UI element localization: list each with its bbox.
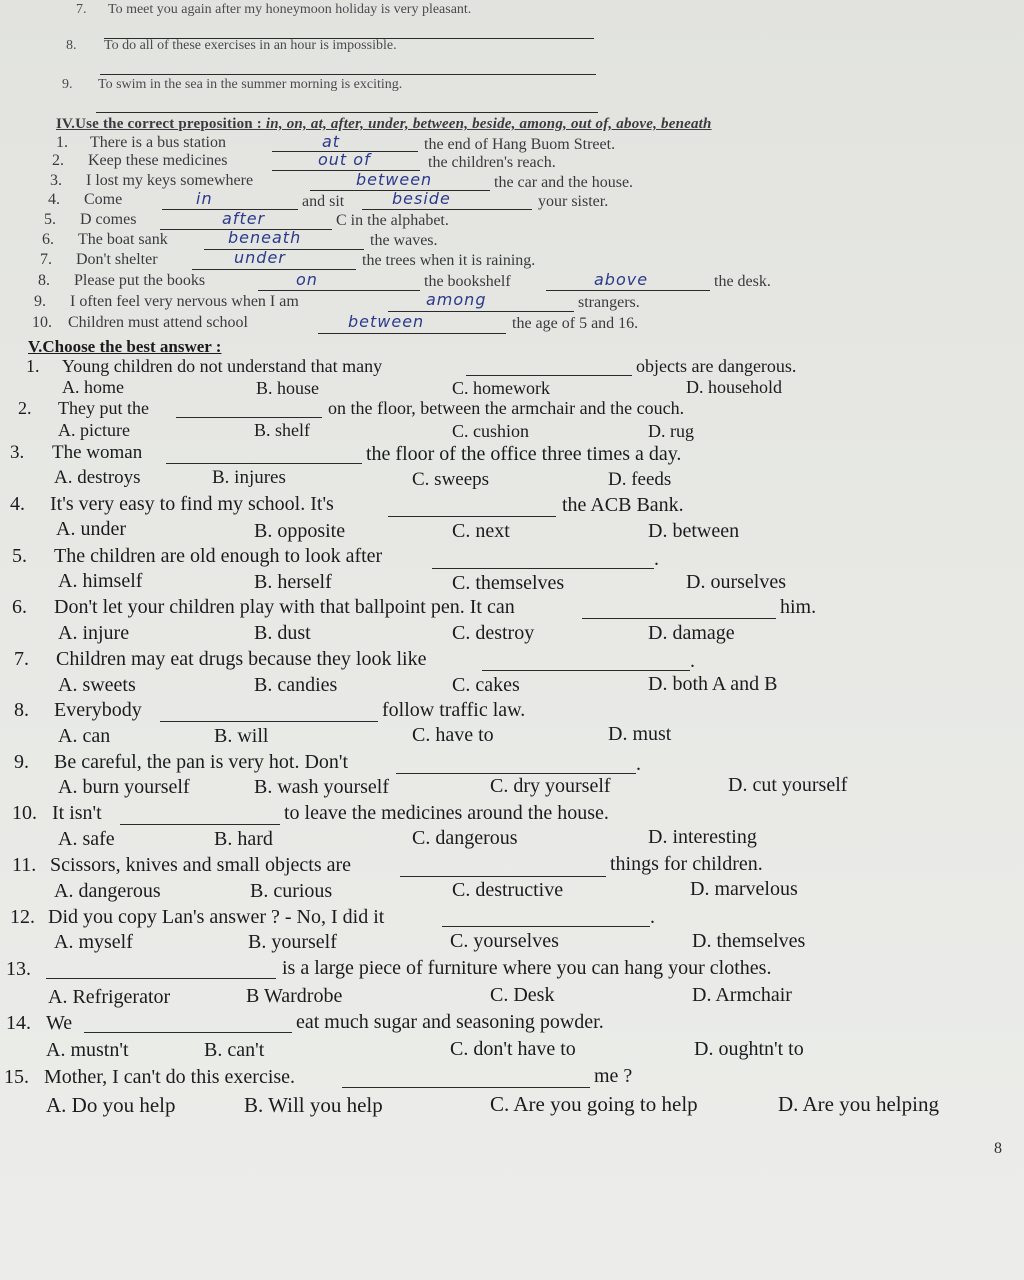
option-b: B. injures <box>212 467 286 488</box>
answer-blank <box>46 978 276 979</box>
answer-blank <box>176 417 322 418</box>
option-a: A. home <box>62 377 124 397</box>
question-number: 6. <box>12 596 27 618</box>
question-number: 8. <box>14 699 29 721</box>
s4-item-number: 10. <box>32 314 52 331</box>
s4-item-number: 5. <box>44 211 56 228</box>
question-stem: Children may eat drugs because they look like <box>56 648 427 670</box>
question-stem: The woman <box>52 442 143 463</box>
handwritten-answer: at <box>322 132 341 151</box>
option-a: A. mustn't <box>46 1039 129 1061</box>
option-a: A. picture <box>58 420 130 440</box>
question-stem: Young children do not understand that many <box>62 356 383 376</box>
top-item-number: 9. <box>62 77 73 92</box>
question-stem: . <box>636 753 641 775</box>
answer-blank <box>396 773 636 774</box>
option-b: B. will <box>214 725 269 747</box>
option-b: B. opposite <box>254 520 346 542</box>
question-number: 5. <box>12 545 27 567</box>
question-number: 15. <box>4 1066 29 1088</box>
option-c: C. cushion <box>452 421 530 441</box>
s4-item-number: 3. <box>50 172 62 189</box>
answer-blank <box>400 876 606 877</box>
s4-item-text: Keep these medicines <box>88 152 228 169</box>
question-stem: . <box>654 548 659 570</box>
s4-item-text: and sit <box>302 193 345 210</box>
handwritten-answer: under <box>234 248 286 267</box>
option-c: C. Desk <box>490 984 555 1006</box>
handwritten-answer: on <box>296 270 318 289</box>
question-stem: It's very easy to find my school. It's <box>50 493 334 515</box>
option-a: A. himself <box>58 570 143 592</box>
section-4-title: IV.Use the correct preposition : <box>56 116 262 132</box>
option-a: A. Do you help <box>46 1093 176 1117</box>
s4-item-text: Come <box>84 191 123 208</box>
s4-item-number: 1. <box>56 134 68 151</box>
option-b: B. hard <box>214 828 273 850</box>
question-number: 3. <box>10 442 25 463</box>
option-a: A. burn yourself <box>58 776 190 798</box>
question-stem: objects are dangerous. <box>636 356 797 376</box>
question-number: 13. <box>6 958 31 980</box>
s4-item-text: the children's reach. <box>428 154 556 171</box>
top-item-text: To meet you again after my honeymoon holiday is very pleasant. <box>108 2 472 17</box>
answer-line <box>96 112 598 113</box>
option-b: B. shelf <box>254 420 310 440</box>
answer-blank <box>342 1087 590 1088</box>
s4-item-number: 2. <box>52 152 64 169</box>
answer-blank <box>582 618 776 619</box>
option-d: D. both A and B <box>648 673 778 695</box>
option-b: B. wash yourself <box>254 776 389 798</box>
s4-item-text: D comes <box>80 211 137 228</box>
question-stem: the floor of the office three times a day. <box>366 443 682 465</box>
answer-blank <box>192 269 356 270</box>
question-stem: on the floor, between the armchair and the couch. <box>328 398 685 418</box>
question-stem: It isn't <box>52 802 102 824</box>
answer-blank <box>362 209 532 210</box>
answer-blank <box>388 516 556 517</box>
question-number: 2. <box>18 398 32 418</box>
question-stem: Don't let your children play with that ballpoint pen. It can <box>54 596 515 618</box>
s4-item-text: the waves. <box>370 232 438 249</box>
option-b: B. dust <box>254 622 311 644</box>
s4-item-number: 9. <box>34 293 46 310</box>
option-d: D. ourselves <box>686 571 786 593</box>
handwritten-answer: beside <box>392 189 451 208</box>
s4-item-number: 6. <box>42 231 54 248</box>
s4-item-text: strangers. <box>578 294 640 311</box>
answer-blank <box>546 290 710 291</box>
question-stem: Scissors, knives and small objects are <box>50 854 352 876</box>
question-stem: . <box>650 906 655 928</box>
s4-item-number: 4. <box>48 191 60 208</box>
question-number: 9. <box>14 751 29 773</box>
s4-item-text: Please put the books <box>74 272 206 289</box>
option-d: D. Are you helping <box>778 1092 939 1116</box>
question-stem: Everybody <box>54 699 142 721</box>
option-c: C. themselves <box>452 572 565 594</box>
s4-item-text: I lost my keys somewhere <box>86 172 254 189</box>
option-a: A. myself <box>54 931 133 953</box>
handwritten-answer: among <box>426 290 487 309</box>
question-stem: We <box>46 1012 73 1034</box>
page-number: 8 <box>994 1140 1002 1157</box>
section-4-heading <box>56 116 712 133</box>
option-c: C. destroy <box>452 622 535 644</box>
option-b: B. candies <box>254 674 338 696</box>
question-stem: Mother, I can't do this exercise. <box>44 1066 296 1088</box>
top-item-text: To do all of these exercises in an hour is impossible. <box>104 38 397 53</box>
answer-blank <box>166 463 362 464</box>
s4-item-text: Don't shelter <box>76 251 158 268</box>
option-c: C. sweeps <box>412 469 490 490</box>
option-d: D. oughtn't to <box>694 1038 804 1060</box>
answer-blank <box>466 375 632 376</box>
option-c: C. have to <box>412 724 494 746</box>
section-4-word-list: in, on, at, after, under, between, beside, among, out of, above, beneath <box>265 116 712 132</box>
option-d: D. marvelous <box>690 878 798 900</box>
answer-blank <box>84 1032 292 1033</box>
handwritten-answer: beneath <box>228 228 302 247</box>
option-d: D. must <box>608 723 672 745</box>
option-c: C. yourselves <box>450 930 559 952</box>
handwritten-answer: between <box>348 312 425 331</box>
option-b: B. house <box>256 378 319 398</box>
answer-blank <box>258 290 420 291</box>
question-stem: Be careful, the pan is very hot. Don't <box>54 751 349 773</box>
question-number: 4. <box>10 493 25 515</box>
option-b: B Wardrobe <box>246 985 343 1007</box>
s4-item-text: I often feel very nervous when I am <box>70 293 299 310</box>
question-stem: Did you copy Lan's answer ? - No, I did it <box>48 906 385 928</box>
answer-blank <box>318 333 506 334</box>
handwritten-answer: in <box>196 189 213 208</box>
question-number: 7. <box>14 648 29 670</box>
question-stem: things for children. <box>610 853 763 875</box>
question-number: 11. <box>12 854 37 876</box>
option-b: B. yourself <box>248 931 337 953</box>
option-d: D. household <box>686 377 782 397</box>
question-stem: him. <box>780 596 817 618</box>
question-stem: follow traffic law. <box>382 699 526 721</box>
option-c: C. dangerous <box>412 827 518 849</box>
option-b: B. herself <box>254 571 332 593</box>
s4-item-text: the end of Hang Buom Street. <box>424 136 616 153</box>
s4-item-text: the bookshelf <box>424 273 511 290</box>
option-d: D. Armchair <box>692 984 792 1006</box>
option-a: A. destroys <box>54 467 141 488</box>
option-a: A. sweets <box>58 674 136 696</box>
s4-item-text: the trees when it is raining. <box>362 252 536 269</box>
question-number: 12. <box>10 906 35 928</box>
option-c: C. cakes <box>452 674 520 696</box>
option-d: D. feeds <box>608 469 672 490</box>
option-d: D. interesting <box>648 826 757 848</box>
option-b: B. can't <box>204 1039 265 1061</box>
s4-item-text: C in the alphabet. <box>336 212 449 229</box>
option-c: C. next <box>452 520 510 542</box>
section-5-heading: V.Choose the best answer : <box>28 337 222 356</box>
option-d: D. rug <box>648 421 694 441</box>
question-stem: is a large piece of furniture where you can hang your clothes. <box>282 957 772 979</box>
top-item-number: 8. <box>66 38 77 53</box>
question-number: 14. <box>6 1012 31 1034</box>
option-a: A. dangerous <box>54 880 161 902</box>
question-number: 1. <box>26 356 40 376</box>
option-a: A. under <box>56 518 126 540</box>
option-d: D. damage <box>648 622 735 644</box>
handwritten-answer: after <box>222 209 266 228</box>
option-d: D. themselves <box>692 930 806 952</box>
question-stem: to leave the medicines around the house. <box>284 802 609 824</box>
s4-item-text: Children must attend school <box>68 314 248 331</box>
s4-item-text: the age of 5 and 16. <box>512 315 639 332</box>
answer-blank <box>442 926 650 927</box>
answer-blank <box>432 568 654 569</box>
s4-item-number: 7. <box>40 251 52 268</box>
option-c: C. dry yourself <box>490 775 611 797</box>
top-item-text: To swim in the sea in the summer morning is exciting. <box>98 77 403 92</box>
option-d: D. between <box>648 520 740 542</box>
option-a: A. can <box>58 725 111 747</box>
question-stem: the ACB Bank. <box>562 494 684 516</box>
option-d: D. cut yourself <box>728 774 848 796</box>
s4-item-text: your sister. <box>538 193 609 210</box>
handwritten-answer: between <box>356 170 433 189</box>
question-stem: . <box>690 650 695 672</box>
handwritten-answer: above <box>594 270 649 289</box>
option-b: B. Will you help <box>244 1093 383 1117</box>
question-stem: They put the <box>58 398 149 418</box>
s4-item-text: There is a bus station <box>90 134 226 151</box>
answer-blank <box>482 670 690 671</box>
answer-line <box>100 74 596 75</box>
option-a: A. safe <box>58 828 115 850</box>
option-c: C. Are you going to help <box>490 1092 698 1116</box>
option-a: A. Refrigerator <box>48 986 171 1008</box>
answer-blank <box>160 721 378 722</box>
s4-item-number: 8. <box>38 272 50 289</box>
option-c: C. don't have to <box>450 1038 576 1060</box>
s4-item-text: the car and the house. <box>494 174 634 191</box>
question-stem: me ? <box>594 1065 633 1087</box>
answer-blank <box>120 824 280 825</box>
s4-item-text: The boat sank <box>78 231 168 248</box>
top-item-number: 7. <box>76 2 87 17</box>
question-number: 10. <box>12 802 37 824</box>
option-c: C. homework <box>452 378 550 398</box>
option-a: A. injure <box>58 622 130 644</box>
option-b: B. curious <box>250 880 333 902</box>
question-stem: The children are old enough to look after <box>54 545 383 567</box>
question-stem: eat much sugar and seasoning powder. <box>296 1011 604 1033</box>
option-c: C. destructive <box>452 879 564 901</box>
s4-item-text: the desk. <box>714 273 771 290</box>
handwritten-answer: out of <box>318 150 371 169</box>
